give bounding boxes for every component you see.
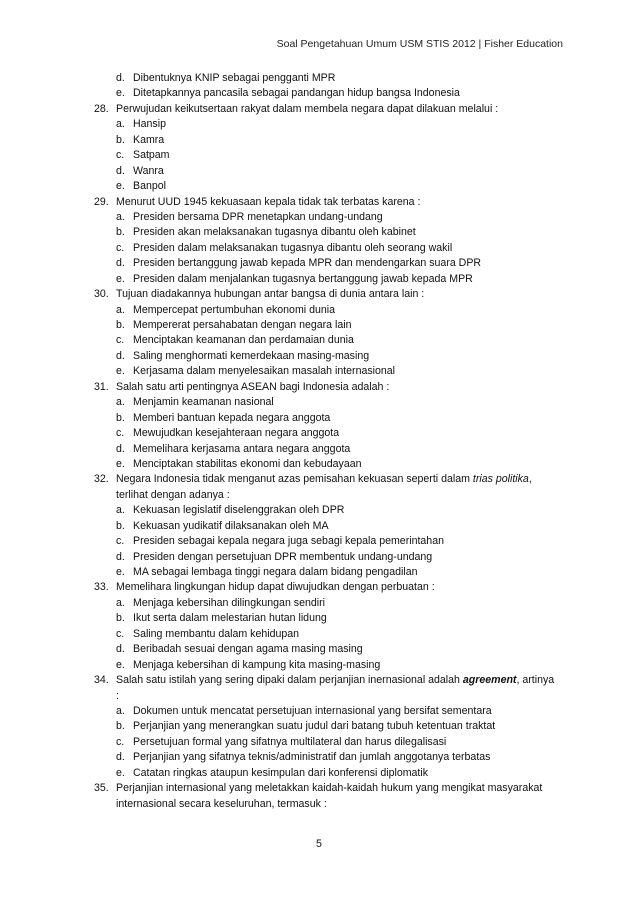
option-a: a. Hansip xyxy=(116,118,166,131)
option-b: b. Memberi bantuan kepada negara anggota xyxy=(116,411,331,424)
question-continuation: terlihat dengan adanya : xyxy=(116,488,230,501)
option-c: c. Mewujudkan kesejahteraan negara anggota xyxy=(116,427,340,440)
option-c: c. Menciptakan keamanan dan perdamaian dunia xyxy=(116,334,354,347)
page-header: Soal Pengetahuan Umum USM STIS 2012 | Fisher Education xyxy=(276,38,563,50)
option-d: d. Beribadah sesuai dengan agama masing masing xyxy=(116,643,363,656)
option-b: b. Kamra xyxy=(116,133,165,146)
question-35: 35. Perjanjian internasional yang meletakkan kaidah-kaidah hukum yang mengikat masyarakat xyxy=(94,782,543,795)
page-number: 5 xyxy=(316,838,322,850)
option-e: e. MA sebagai lembaga tinggi negara dalam bidang pengadilan xyxy=(116,566,418,578)
option-b: b. Ikut serta dalam melestarian hutan lidung xyxy=(116,612,327,625)
option-e: e. Ditetapkannya pancasila sebagai pandangan hidup bangsa Indonesia xyxy=(116,87,460,100)
option-c: c. Satpam xyxy=(116,149,170,162)
option-e: e. Banpol xyxy=(116,180,166,193)
option-d: d. Perjanjian yang sifatnya teknis/administratif dan jumlah anggotanya terbatas xyxy=(116,751,491,764)
option-c: c. Presiden sebagai kepala negara juga sebagi kepala pemerintahan xyxy=(116,535,444,548)
option-a: a. Menjamin keamanan nasional xyxy=(116,396,274,409)
question-continuation: : xyxy=(116,689,119,702)
option-e: e. Menciptakan stabilitas ekonomi dan kebudayaan xyxy=(116,457,362,470)
option-a: a. Mempercepat pertumbuhan ekonomi dunia xyxy=(116,303,335,316)
question-33: 33. Memelihara lingkungan hidup dapat diwujudkan dengan perbuatan : xyxy=(94,581,435,594)
question-32: 32. Negara Indonesia tidak menganut azas pemisahan kekuasan seperti dalam trias politika, xyxy=(94,473,532,486)
option-c: c. Saling membantu dalam kehidupan xyxy=(116,627,300,640)
option-a: a. Presiden bersama DPR menetapkan undang-undang xyxy=(116,210,383,223)
option-d: d. Memelihara kerjasama antara negara anggota xyxy=(116,442,351,455)
option-a: a. Menjaga kebersihan dilingkungan sendiri xyxy=(116,596,325,609)
option-e: e. Kerjasama dalam menyelesaikan masalah internasional xyxy=(116,365,396,378)
option-a: a. Dokumen untuk mencatat persetujuan internasional yang bersifat sementara xyxy=(116,704,492,717)
option-d: d. Dibentuknya KNIP sebagai pengganti MPR xyxy=(116,72,336,84)
option-c: c. Presiden dalam melaksanakan tugasnya dibantu oleh seorang wakil xyxy=(116,241,453,254)
option-b: b. Mempererat persahabatan dengan negara lain xyxy=(116,319,352,331)
question-28: 28. Perwujudan keikutsertaan rakyat dalam membela negara dapat dilakuan melalui : xyxy=(94,102,499,115)
option-d: d. Wanra xyxy=(116,164,164,177)
question-29: 29. Menurut UUD 1945 kekuasaan kepala tidak tak terbatas karena : xyxy=(94,195,421,208)
question-continuation: internasional secara keseluruhan, termasuk : xyxy=(116,797,327,810)
option-c: c. Persetujuan formal yang sifatnya multilateral dan harus dilegalisasi xyxy=(116,735,447,748)
option-d: d. Presiden bertanggung jawab kepada MPR dan mendengarkan suara DPR xyxy=(116,257,482,270)
option-a: a. Kekuasan legislatif diselenggrakan oleh DPR xyxy=(116,504,345,517)
option-b: b. Presiden akan melaksanakan tugasnya dibantu oleh kabinet xyxy=(116,226,416,239)
question-list xyxy=(94,71,574,812)
question-30: 30. Tujuan diadakannya hubungan antar bangsa di dunia antara lain : xyxy=(94,288,425,301)
option-b: b. Kekuasan yudikatif dilaksanakan oleh MA xyxy=(116,519,329,532)
option-e: e. Menjaga kebersihan di kampung kita masing-masing xyxy=(116,658,381,671)
option-b: b. Perjanjian yang menerangkan suatu judul dari batang tubuh ketentuan traktat xyxy=(116,720,496,733)
question-34: 34. Salah satu istilah yang sering dipaki dalam perjanjian inernasional adalah agreement, artinya xyxy=(94,674,555,687)
option-d: d. Saling menghormati kemerdekaan masing-masing xyxy=(116,349,370,362)
option-e: e. Catatan ringkas ataupun kesimpulan dari konferensi diplomatik xyxy=(116,766,429,779)
question-31: 31. Salah satu arti pentingnya ASEAN bagi Indonesia adalah : xyxy=(94,380,390,393)
option-e: e. Presiden dalam menjalankan tugasnya bertanggung jawab kepada MPR xyxy=(116,272,473,285)
option-d: d. Presiden dengan persetujuan DPR membentuk undang-undang xyxy=(116,550,433,563)
